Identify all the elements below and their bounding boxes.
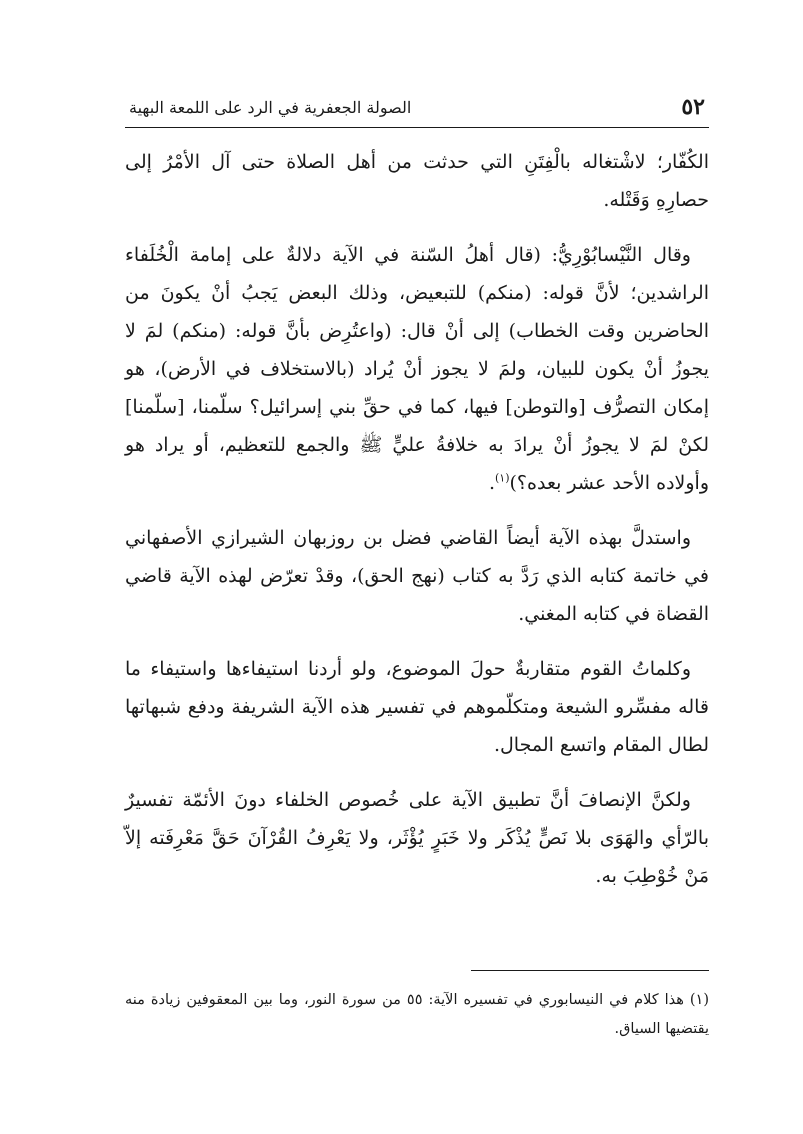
paragraph-qadi-fadl: واستدلَّ بهذه الآية أيضاً القاضي فضل بن روزبهان الشيرازي الأصفهاني في خاتمة كتابه الذي رَدَّ به كتاب (نهج الحق)، وقدْ تعرّض لهذه الآية قاضي القضاة في كتابه المغني. [125, 527, 709, 625]
paragraph-conclusion: ولكنَّ الإنصافَ أنَّ تطبيق الآية على خُصوص الخلفاء دونَ الأئمّة تفسيرٌ بالرّأي والهَوَى بلا نَصٍّ يُذْكَر ولا خَبَرٍ يُؤْثَر، ولا يَعْرِفُ القُرْآنَ حَقَّ مَعْرِفَته إلاّ مَنْ خُوْطِبَ به. [125, 789, 709, 887]
book-title: الصولة الجعفرية في الرد على اللمعة البهية [129, 98, 412, 117]
paragraph-continuation: الكُفّار؛ لاشْتغاله بالْفِتَنِ التي حدثت من أهل الصلاة حتى آل الأمْرُ إلى حصارِهِ وَقَتْله. [125, 151, 709, 211]
paragraph-naysaburi-quote [125, 236, 709, 502]
footnote-reference: (١) [495, 471, 510, 485]
footnote-separator [471, 970, 709, 971]
main-text [125, 143, 709, 895]
running-header [125, 94, 709, 128]
sentence-end: . [488, 472, 495, 494]
paragraph-text: وقال النَّيْسابُوْرِيُّ: (قال أهلُ السّنة في الآية دلالةٌ على إمامة الْخُلَفاء الراشدين؛ لأنَّ قوله: (منكم) للتبعيض، وذلك البعض يَجبُ أنْ يكونَ من الحاضرين وقت الخطاب) إلى أنْ قال: (واعتُرِض بأنَّ قوله: (منكم) لمَ لا يجوزُ أنْ يكون للبيان، ولمَ لا يجوز أنْ يُراد (بالاستخلاف في الأرض)، هو إمكان التصرُّف [والتوطن] فيها، كما في حقِّ بني إسرائيل؟ سلّمنا، [سلّمنا] لكنْ لمَ لا يجوزُ أنْ يرادَ به خلافةُ عليٍّ ﷺ والجمع للتعظيم، أو يراد هو وأولاده الأحد عشر بعده؟) [125, 244, 709, 494]
page-number: ٥٢ [681, 94, 705, 120]
header-rule [125, 127, 709, 128]
footnote: (١) هذا كلام في النيسابوري في تفسيره الآية: ٥٥ من سورة النور، وما بين المعقوفين زيادة منه يقتضيها السياق. [125, 992, 709, 1037]
paragraph-words-of-people: وكلماتُ القوم متقاربةٌ حولَ الموضوع، ولو أردنا استيفاءها واستيفاء ما قاله مفسِّرو الشيعة ومتكلّموهم في تفسير هذه الآية الشريفة ودفع شبهاتها لطال المقام واتسع المجال. [125, 658, 709, 756]
